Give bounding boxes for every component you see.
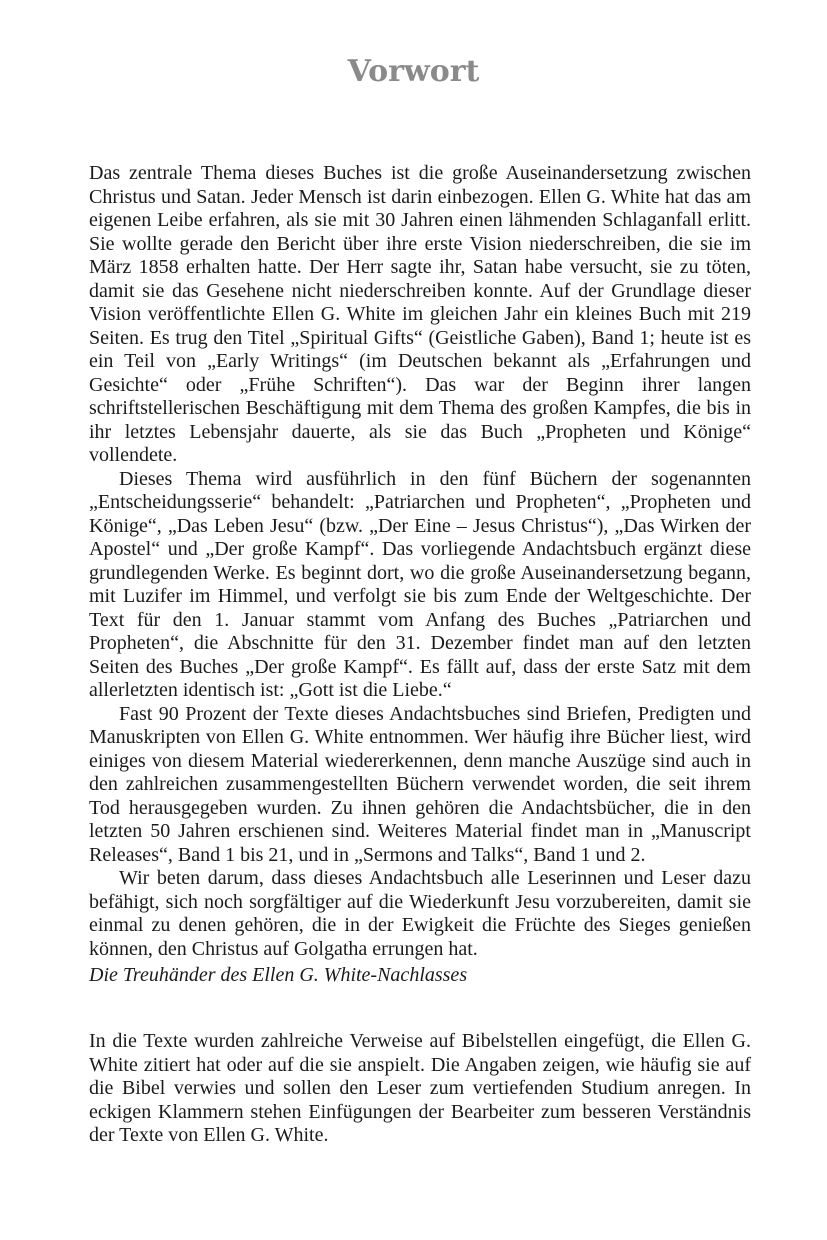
paragraph-2: Dieses Thema wird ausführlich in den fünf Büchern der sogenannten „Entscheidungsserie“ behandelt: „Patriarchen und Propheten“, „Propheten und Könige“, „Das Leben Jesu“ (bzw. „Der Eine – Jesus Christus“), „Das Wirken der Apostel“ und „Der große Kampf“. Das vorliegende Andachtsbuch ergänzt diese grundlegenden Werke. Es beginnt dort, wo die große Auseinandersetzung begann, mit Luzifer im Himmel, und verfolgt sie bis zum Ende der Weltgeschichte. Der Text für den 1. Januar stammt vom Anfang des Buches „Patriarchen und Propheten“, die Abschnitte für den 31. Dezember findet man auf den letzten Seiten des Buches „Der große Kampf“. Es fällt auf, dass der erste Satz mit dem allerletzten identisch ist: „Gott ist die Liebe.“ — [89, 467, 751, 701]
note-paragraph: In die Texte wurden zahlreiche Verweise auf Bibelstellen eingefügt, die Ellen G. White zitiert hat oder auf die sie anspielt. Die Angaben zeigen, wie häufig sie auf die Bibel verwies und sollen den Leser zum vertiefenden Studium anregen. In eckigen Klammern stehen Einfügungen der Bearbeiter zum besseren Verständnis der Texte von Ellen G. White. — [89, 1030, 751, 1146]
paragraph-4: Wir beten darum, dass dieses Andachtsbuch alle Leserinnen und Leser dazu befähigt, sich noch sorgfältiger auf die Wiederkunft Jesu vorzubereiten, damit sie einmal zu denen gehören, die in der Ewigkeit die Früchte des Sieges genießen können, den Christus auf Golgatha errungen hat. — [89, 867, 751, 960]
editorial-note — [89, 1030, 751, 1148]
paragraph-1: Das zentrale Thema dieses Buches ist die große Auseinandersetzung zwischen Christus und Satan. Jeder Mensch ist darin einbezogen. Ellen G. White hat das am eigenen Leibe erfahren, als sie mit 30 Jahren einen lähmenden Schlaganfall erlitt. Sie wollte gerade den Bericht über ihre erste Vision niederschreiben, die sie im März 1858 erhalten hatte. Der Herr sagte ihr, Satan habe versucht, sie zu töten, damit sie das Gesehene nicht niederschreiben konnte. Auf der Grundlage dieser Vision veröffentlichte Ellen G. White im gleichen Jahr ein kleines Buch mit 219 Seiten. Es trug den Titel „Spiritual Gifts“ (Geistliche Gaben), Band 1; heute ist es ein Teil von „Early Writings“ (im Deutschen bekannt als „Erfahrungen und Gesichte“ oder „Frühe Schriften“). Das war der Beginn ihrer langen schriftstellerischen Beschäftigung mit dem Thema des großen Kampfes, die bis in ihr letztes Lebensjahr dauerte, als sie das Buch „Propheten und Könige“ vollendete. — [89, 162, 751, 466]
signature: Die Treuhänder des Ellen G. White-Nachlasses — [89, 964, 468, 986]
foreword-text — [89, 162, 751, 961]
paragraph-3: Fast 90 Prozent der Texte dieses Andachtsbuches sind Briefen, Predigten und Manuskripten von Ellen G. White entnommen. Wer häufig ihre Bücher liest, wird einiges von diesem Material wiedererkennen, denn manche Auszüge sind auch in den zahlreichen zusammengestellten Büchern verwendet worden, die seit ihrem Tod herausgegeben wurden. Zu ihnen gehören die Andachtsbücher, die in den letzten 50 Jahren erschienen sind. Weiteres Material findet man in „Manuscript Releases“, Band 1 bis 21, und in „Sermons and Talks“, Band 1 und 2. — [89, 702, 751, 866]
page-title: Vorwort — [347, 54, 480, 89]
